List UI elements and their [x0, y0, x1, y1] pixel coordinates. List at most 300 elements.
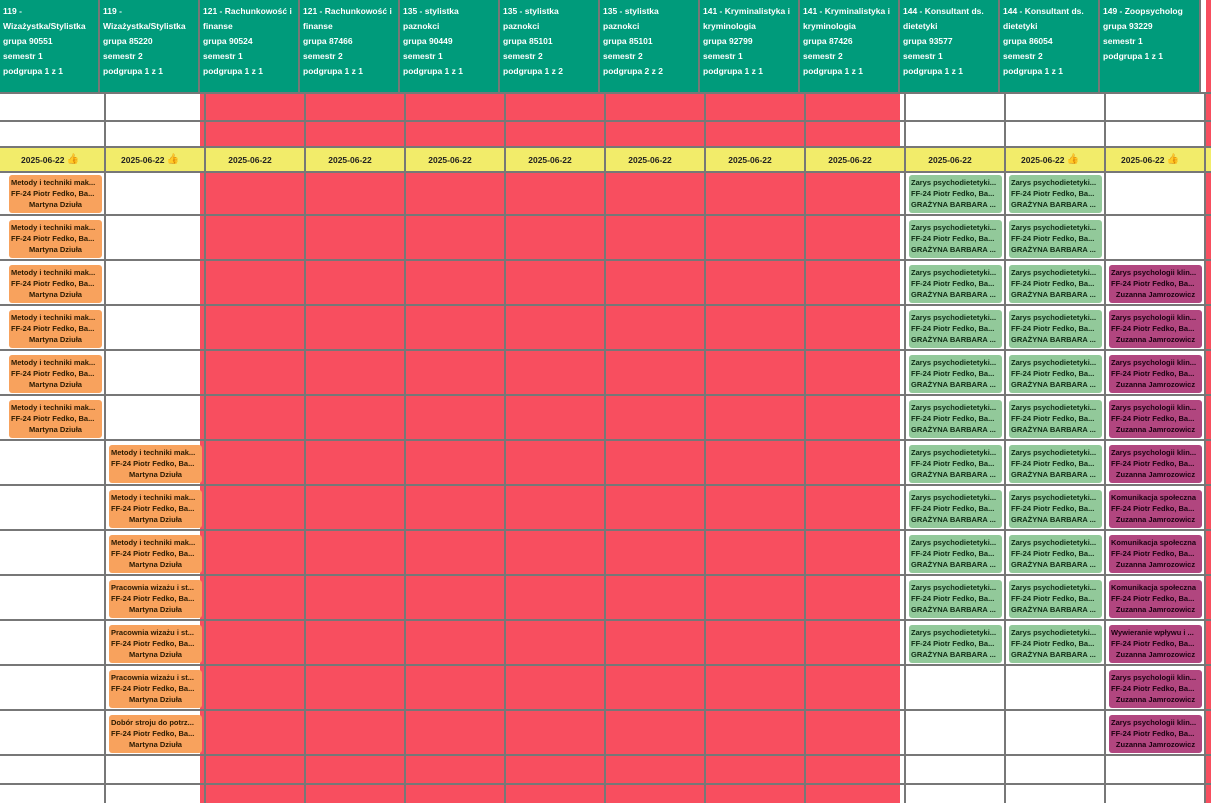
lesson-card[interactable]: [109, 535, 202, 573]
header-line: 119 -: [3, 6, 22, 16]
unavailable-block: [700, 92, 800, 803]
unavailable-block: [400, 92, 500, 803]
lesson-card[interactable]: [1009, 535, 1102, 573]
header-line: 135 - stylistka: [503, 6, 559, 16]
column-header[interactable]: [200, 0, 300, 92]
column-divider: [304, 92, 306, 803]
header-line: finanse: [203, 21, 233, 31]
lesson-title: Pracownia wizażu i st...: [111, 628, 194, 637]
column-divider: [904, 92, 906, 803]
lesson-title: Metody i techniki mak...: [111, 538, 196, 547]
lesson-card[interactable]: [9, 310, 102, 348]
header-line: Wizażystka/Stylistka: [103, 21, 186, 31]
lesson-title: Zarys psychodietetyki...: [911, 313, 997, 322]
lesson-room: FF-24 Piotr Fedko, Ba...: [111, 504, 195, 513]
header-line: 141 - Kryminalistyka i: [803, 6, 890, 16]
date-cell: [400, 148, 500, 171]
lesson-room: FF-24 Piotr Fedko, Ba...: [1011, 639, 1095, 648]
lesson-teacher: Zuzanna Jamrozowicz: [1115, 695, 1196, 704]
unavailable-block: [600, 92, 700, 803]
header-line: grupa 93229: [1103, 21, 1153, 31]
column-header[interactable]: [600, 0, 700, 92]
lesson-teacher: Zuzanna Jamrozowicz: [1115, 335, 1196, 344]
date-label: 2025-06-22: [728, 154, 772, 165]
header-line: podgrupa 1 z 1: [1103, 51, 1163, 61]
header-line: semestr 1: [1103, 36, 1143, 46]
lesson-room: FF-24 Piotr Fedko, Ba...: [1111, 504, 1195, 513]
lesson-teacher: GRAŻYNA BARBARA ...: [1011, 290, 1096, 299]
unavailable-block: [300, 92, 400, 803]
lesson-card[interactable]: [1109, 670, 1202, 708]
header-line: semestr 1: [403, 51, 443, 61]
lesson-title: Zarys psychodietetyki...: [911, 358, 997, 367]
thumbs-up-icon[interactable]: 👍: [166, 154, 179, 165]
header-line: podgrupa 1 z 2: [503, 66, 563, 76]
header-line: grupa 90449: [403, 36, 453, 46]
lesson-teacher: GRAŻYNA BARBARA ...: [911, 605, 996, 614]
lesson-room: FF-24 Piotr Fedko, Ba...: [911, 234, 995, 243]
lesson-teacher: Zuzanna Jamrozowicz: [1115, 560, 1196, 569]
lesson-title: Zarys psychodietetyki...: [1011, 538, 1097, 547]
column-header[interactable]: [800, 0, 900, 92]
date-cell: [700, 148, 800, 171]
lesson-card[interactable]: [909, 175, 1002, 213]
lesson-card[interactable]: [1109, 400, 1202, 438]
lesson-teacher: Martyna Dziuła: [29, 290, 82, 299]
date-cell: [300, 148, 400, 171]
header-line: grupa 93577: [903, 36, 953, 46]
header-line: podgrupa 1 z 1: [1003, 66, 1063, 76]
lesson-teacher: Martyna Dziuła: [29, 335, 82, 344]
header-line: semestr 2: [1003, 51, 1043, 61]
column-header[interactable]: [100, 0, 200, 92]
header-line: semestr 2: [803, 51, 843, 61]
lesson-title: Metody i techniki mak...: [111, 493, 196, 502]
lesson-teacher: Martyna Dziuła: [129, 605, 182, 614]
lesson-teacher: Martyna Dziuła: [129, 695, 182, 704]
thumbs-up-icon[interactable]: 👍: [1066, 154, 1079, 165]
lesson-room: FF-24 Piotr Fedko, Ba...: [1111, 414, 1195, 423]
lesson-title: Zarys psychodietetyki...: [1011, 628, 1097, 637]
lesson-card[interactable]: [909, 220, 1002, 258]
lesson-card[interactable]: [109, 490, 202, 528]
lesson-room: FF-24 Piotr Fedko, Ba...: [1111, 279, 1195, 288]
lesson-title: Zarys psychodietetyki...: [911, 493, 997, 502]
lesson-title: Zarys psychodietetyki...: [911, 448, 997, 457]
lesson-teacher: Martyna Dziuła: [129, 515, 182, 524]
header-line: semestr 1: [203, 51, 243, 61]
header-line: grupa 90524: [203, 36, 253, 46]
lesson-card[interactable]: [909, 445, 1002, 483]
lesson-card[interactable]: [909, 265, 1002, 303]
lesson-title: Zarys psychodietetyki...: [911, 268, 997, 277]
lesson-teacher: GRAŻYNA BARBARA ...: [911, 560, 996, 569]
header-line: podgrupa 1 z 1: [3, 66, 63, 76]
lesson-room: FF-24 Piotr Fedko, Ba...: [911, 324, 995, 333]
lesson-title: Zarys psychodietetyki...: [1011, 448, 1097, 457]
column-divider: [1204, 92, 1206, 803]
lesson-room: FF-24 Piotr Fedko, Ba...: [111, 594, 195, 603]
date-cell: [100, 148, 200, 171]
date-cell: [800, 148, 900, 171]
lesson-title: Zarys psychodietetyki...: [1011, 358, 1097, 367]
header-line: Wizażystka/Stylistka: [3, 21, 86, 31]
lesson-title: Zarys psychodietetyki...: [1011, 493, 1097, 502]
header-line: podgrupa 1 z 1: [803, 66, 863, 76]
lesson-room: FF-24 Piotr Fedko, Ba...: [911, 459, 995, 468]
header-line: 121 - Rachunkowość i: [203, 6, 292, 16]
lesson-teacher: GRAŻYNA BARBARA ...: [1011, 200, 1096, 209]
lesson-title: Pracownia wizażu i st...: [111, 583, 194, 592]
column-divider: [1004, 92, 1006, 803]
header-line: grupa 85101: [503, 36, 553, 46]
lesson-teacher: GRAŻYNA BARBARA ...: [1011, 380, 1096, 389]
header-line: podgrupa 1 z 1: [303, 66, 363, 76]
lesson-room: FF-24 Piotr Fedko, Ba...: [111, 459, 195, 468]
header-line: semestr 2: [303, 51, 343, 61]
lesson-card[interactable]: [909, 625, 1002, 663]
header-line: 144 - Konsultant ds.: [903, 6, 984, 16]
header-line: grupa 85220: [103, 36, 153, 46]
column-divider: [404, 92, 406, 803]
lesson-card[interactable]: [1109, 715, 1202, 753]
date-cell: [200, 148, 300, 171]
lesson-title: Zarys psychologii klin...: [1111, 718, 1197, 727]
lesson-card[interactable]: [909, 490, 1002, 528]
lesson-card[interactable]: [9, 265, 102, 303]
lesson-card[interactable]: [109, 445, 202, 483]
lesson-room: FF-24 Piotr Fedko, Ba...: [1011, 234, 1095, 243]
header-line: paznokci: [603, 21, 640, 31]
lesson-card[interactable]: [1109, 625, 1202, 663]
lesson-room: FF-24 Piotr Fedko, Ba...: [1011, 549, 1095, 558]
date-label: 2025-06-22: [1121, 154, 1165, 165]
lesson-title: Zarys psychodietetyki...: [1011, 178, 1097, 187]
lesson-card[interactable]: [1009, 580, 1102, 618]
column-header[interactable]: [700, 0, 800, 92]
lesson-card[interactable]: [9, 220, 102, 258]
lesson-title: Zarys psychodietetyki...: [1011, 583, 1097, 592]
lesson-teacher: GRAŻYNA BARBARA ...: [911, 650, 996, 659]
column-header[interactable]: [900, 0, 1000, 92]
lesson-title: Zarys psychologii klin...: [1111, 448, 1197, 457]
lesson-room: FF-24 Piotr Fedko, Ba...: [911, 549, 995, 558]
lesson-teacher: Martyna Dziuła: [29, 245, 82, 254]
unavailable-block: [500, 92, 600, 803]
lesson-title: Metody i techniki mak...: [11, 313, 96, 322]
lesson-teacher: GRAŻYNA BARBARA ...: [1011, 560, 1096, 569]
lesson-card[interactable]: [9, 355, 102, 393]
date-cell: [600, 148, 700, 171]
lesson-teacher: Zuzanna Jamrozowicz: [1115, 740, 1196, 749]
date-label: 2025-06-22: [21, 154, 65, 165]
lesson-card[interactable]: [109, 580, 202, 618]
lesson-teacher: Zuzanna Jamrozowicz: [1115, 380, 1196, 389]
header-line: podgrupa 1 z 1: [903, 66, 963, 76]
lesson-card[interactable]: [1109, 310, 1202, 348]
column-divider: [104, 92, 106, 803]
lesson-teacher: GRAŻYNA BARBARA ...: [1011, 425, 1096, 434]
lesson-card[interactable]: [1009, 400, 1102, 438]
lesson-room: FF-24 Piotr Fedko, Ba...: [1111, 549, 1195, 558]
lesson-card[interactable]: [909, 355, 1002, 393]
lesson-room: FF-24 Piotr Fedko, Ba...: [911, 279, 995, 288]
date-label: 2025-06-22: [928, 154, 972, 165]
lesson-teacher: Martyna Dziuła: [29, 200, 82, 209]
lesson-title: Zarys psychologii klin...: [1111, 673, 1197, 682]
column-divider: [804, 92, 806, 803]
lesson-room: FF-24 Piotr Fedko, Ba...: [11, 234, 95, 243]
header-line: 141 - Kryminalistyka i: [703, 6, 790, 16]
lesson-room: FF-24 Piotr Fedko, Ba...: [1111, 459, 1195, 468]
lesson-teacher: GRAŻYNA BARBARA ...: [911, 425, 996, 434]
lesson-card[interactable]: [909, 400, 1002, 438]
header-line: podgrupa 1 z 1: [203, 66, 263, 76]
lesson-teacher: GRAŻYNA BARBARA ...: [911, 515, 996, 524]
lesson-room: FF-24 Piotr Fedko, Ba...: [1011, 324, 1095, 333]
lesson-card[interactable]: [109, 715, 202, 753]
lesson-room: FF-24 Piotr Fedko, Ba...: [1111, 684, 1195, 693]
lesson-card[interactable]: [1009, 445, 1102, 483]
lesson-teacher: Martyna Dziuła: [29, 425, 82, 434]
header-line: grupa 87426: [803, 36, 853, 46]
header-line: paznokci: [503, 21, 540, 31]
lesson-title: Zarys psychodietetyki...: [911, 538, 997, 547]
lesson-title: Zarys psychologii klin...: [1111, 268, 1197, 277]
lesson-title: Metody i techniki mak...: [11, 178, 96, 187]
column-header[interactable]: [500, 0, 600, 92]
lesson-teacher: GRAŻYNA BARBARA ...: [911, 200, 996, 209]
lesson-room: FF-24 Piotr Fedko, Ba...: [1011, 369, 1095, 378]
lesson-room: FF-24 Piotr Fedko, Ba...: [11, 369, 95, 378]
lesson-title: Metody i techniki mak...: [11, 268, 96, 277]
lesson-room: FF-24 Piotr Fedko, Ba...: [11, 324, 95, 333]
lesson-room: FF-24 Piotr Fedko, Ba...: [911, 594, 995, 603]
lesson-card[interactable]: [1109, 580, 1202, 618]
column-divider: [704, 92, 706, 803]
lesson-room: FF-24 Piotr Fedko, Ba...: [11, 279, 95, 288]
header-line: kryminologia: [803, 21, 856, 31]
header-line: grupa 92799: [703, 36, 753, 46]
column-divider: [204, 92, 206, 803]
lesson-teacher: Martyna Dziuła: [129, 650, 182, 659]
lesson-teacher: GRAŻYNA BARBARA ...: [1011, 335, 1096, 344]
header-line: kryminologia: [703, 21, 756, 31]
thumbs-up-icon[interactable]: 👍: [66, 154, 79, 165]
column-header[interactable]: [1100, 0, 1201, 92]
lesson-teacher: GRAŻYNA BARBARA ...: [911, 245, 996, 254]
lesson-card[interactable]: [1109, 535, 1202, 573]
header-line: semestr 2: [603, 51, 643, 61]
lesson-card[interactable]: [109, 625, 202, 663]
lesson-title: Zarys psychologii klin...: [1111, 358, 1197, 367]
lesson-teacher: Zuzanna Jamrozowicz: [1115, 425, 1196, 434]
thumbs-up-icon[interactable]: 👍: [1166, 154, 1179, 165]
header-line: grupa 85101: [603, 36, 653, 46]
column-divider: [504, 92, 506, 803]
header-line: podgrupa 1 z 1: [103, 66, 163, 76]
date-label: 2025-06-22: [228, 154, 272, 165]
lesson-room: FF-24 Piotr Fedko, Ba...: [1011, 459, 1095, 468]
lesson-room: FF-24 Piotr Fedko, Ba...: [111, 729, 195, 738]
header-line: semestr 1: [3, 51, 43, 61]
date-label: 2025-06-22: [528, 154, 572, 165]
lesson-title: Zarys psychologii klin...: [1111, 403, 1197, 412]
lesson-room: FF-24 Piotr Fedko, Ba...: [1011, 279, 1095, 288]
header-line: 144 - Konsultant ds.: [1003, 6, 1084, 16]
lesson-title: Pracownia wizażu i st...: [111, 673, 194, 682]
lesson-room: FF-24 Piotr Fedko, Ba...: [911, 504, 995, 513]
date-label: 2025-06-22: [1021, 154, 1065, 165]
lesson-card[interactable]: [1009, 265, 1102, 303]
lesson-title: Zarys psychodietetyki...: [1011, 403, 1097, 412]
lesson-teacher: GRAŻYNA BARBARA ...: [1011, 650, 1096, 659]
lesson-room: FF-24 Piotr Fedko, Ba...: [1111, 729, 1195, 738]
lesson-teacher: Zuzanna Jamrozowicz: [1115, 470, 1196, 479]
lesson-card[interactable]: [1109, 445, 1202, 483]
lesson-teacher: Zuzanna Jamrozowicz: [1115, 515, 1196, 524]
lesson-room: FF-24 Piotr Fedko, Ba...: [1111, 594, 1195, 603]
lesson-card[interactable]: [909, 580, 1002, 618]
column-header[interactable]: [0, 0, 100, 92]
lesson-card[interactable]: [909, 310, 1002, 348]
lesson-room: FF-24 Piotr Fedko, Ba...: [1011, 189, 1095, 198]
lesson-title: Zarys psychodietetyki...: [911, 403, 997, 412]
lesson-teacher: Zuzanna Jamrozowicz: [1115, 650, 1196, 659]
lesson-card[interactable]: [1009, 490, 1102, 528]
lesson-room: FF-24 Piotr Fedko, Ba...: [11, 189, 95, 198]
date-cell: [500, 148, 600, 171]
header-line: podgrupa 1 z 1: [703, 66, 763, 76]
lesson-card[interactable]: [1009, 625, 1102, 663]
lesson-card[interactable]: [1109, 265, 1202, 303]
lesson-room: FF-24 Piotr Fedko, Ba...: [911, 369, 995, 378]
lesson-card[interactable]: [1109, 355, 1202, 393]
lesson-title: Zarys psychodietetyki...: [1011, 313, 1097, 322]
date-cell: [900, 148, 1000, 171]
header-line: dietetyki: [903, 21, 938, 31]
header-line: 121 - Rachunkowość i: [303, 6, 392, 16]
lesson-card[interactable]: [909, 535, 1002, 573]
column-header[interactable]: [300, 0, 400, 92]
header-line: grupa 87466: [303, 36, 353, 46]
lesson-room: FF-24 Piotr Fedko, Ba...: [11, 414, 95, 423]
header-line: grupa 90551: [3, 36, 53, 46]
column-header[interactable]: [1000, 0, 1100, 92]
lesson-title: Zarys psychodietetyki...: [911, 628, 997, 637]
unavailable-block: [200, 92, 300, 803]
column-header[interactable]: [400, 0, 500, 92]
lesson-title: Zarys psychodietetyki...: [911, 583, 997, 592]
lesson-title: Zarys psychodietetyki...: [1011, 268, 1097, 277]
lesson-teacher: Zuzanna Jamrozowicz: [1115, 290, 1196, 299]
lesson-title: Metody i techniki mak...: [11, 223, 96, 232]
lesson-card[interactable]: [1009, 175, 1102, 213]
date-label: 2025-06-22: [428, 154, 472, 165]
lesson-room: FF-24 Piotr Fedko, Ba...: [911, 639, 995, 648]
lesson-teacher: GRAŻYNA BARBARA ...: [911, 380, 996, 389]
header-line: grupa 86054: [1003, 36, 1053, 46]
header-line: semestr 2: [503, 51, 543, 61]
lesson-teacher: Martyna Dziuła: [129, 470, 182, 479]
lesson-teacher: Martyna Dziuła: [129, 740, 182, 749]
lesson-title: Metody i techniki mak...: [111, 448, 196, 457]
lesson-card[interactable]: [9, 175, 102, 213]
lesson-card[interactable]: [1009, 310, 1102, 348]
lesson-teacher: Zuzanna Jamrozowicz: [1115, 605, 1196, 614]
header-line: finanse: [303, 21, 333, 31]
lesson-teacher: GRAŻYNA BARBARA ...: [911, 335, 996, 344]
header-line: podgrupa 2 z 2: [603, 66, 663, 76]
lesson-room: FF-24 Piotr Fedko, Ba...: [111, 639, 195, 648]
date-cell: [1000, 148, 1100, 171]
header-line: semestr 2: [103, 51, 143, 61]
lesson-card[interactable]: [1109, 490, 1202, 528]
lesson-title: Komunikacja społeczna: [1111, 493, 1197, 502]
lesson-room: FF-24 Piotr Fedko, Ba...: [1111, 639, 1195, 648]
lesson-room: FF-24 Piotr Fedko, Ba...: [1011, 414, 1095, 423]
lesson-teacher: GRAŻYNA BARBARA ...: [1011, 515, 1096, 524]
date-label: 2025-06-22: [121, 154, 165, 165]
header-line: 135 - stylistka: [603, 6, 659, 16]
lesson-card[interactable]: [1009, 355, 1102, 393]
lesson-room: FF-24 Piotr Fedko, Ba...: [1011, 594, 1095, 603]
lesson-teacher: Martyna Dziuła: [29, 380, 82, 389]
lesson-card[interactable]: [9, 400, 102, 438]
date-cell: [1100, 148, 1200, 171]
lesson-room: FF-24 Piotr Fedko, Ba...: [1111, 324, 1195, 333]
column-divider: [604, 92, 606, 803]
lesson-teacher: Martyna Dziuła: [129, 560, 182, 569]
lesson-title: Dobór stroju do potrz...: [111, 718, 194, 727]
lesson-title: Zarys psychologii klin...: [1111, 313, 1197, 322]
header-line: semestr 1: [703, 51, 743, 61]
column-divider: [1104, 92, 1106, 803]
date-label: 2025-06-22: [828, 154, 872, 165]
lesson-room: FF-24 Piotr Fedko, Ba...: [111, 549, 195, 558]
lesson-teacher: GRAŻYNA BARBARA ...: [911, 470, 996, 479]
lesson-teacher: GRAŻYNA BARBARA ...: [1011, 470, 1096, 479]
lesson-title: Wywieranie wpływu i ...: [1111, 628, 1194, 637]
lesson-title: Metody i techniki mak...: [11, 403, 96, 412]
date-label: 2025-06-22: [328, 154, 372, 165]
header-line: 135 - stylistka: [403, 6, 459, 16]
lesson-room: FF-24 Piotr Fedko, Ba...: [111, 684, 195, 693]
header-line: paznokci: [403, 21, 440, 31]
header-line: dietetyki: [1003, 21, 1038, 31]
lesson-room: FF-24 Piotr Fedko, Ba...: [1011, 504, 1095, 513]
lesson-room: FF-24 Piotr Fedko, Ba...: [911, 189, 995, 198]
lesson-title: Zarys psychodietetyki...: [1011, 223, 1097, 232]
lesson-card[interactable]: [1009, 220, 1102, 258]
date-label: 2025-06-22: [628, 154, 672, 165]
lesson-title: Metody i techniki mak...: [11, 358, 96, 367]
header-line: podgrupa 1 z 1: [403, 66, 463, 76]
lesson-title: Zarys psychodietetyki...: [911, 223, 997, 232]
header-line: semestr 1: [903, 51, 943, 61]
lesson-teacher: GRAŻYNA BARBARA ...: [911, 290, 996, 299]
header-line: 149 - Zoopsycholog: [1103, 6, 1183, 16]
lesson-title: Komunikacja społeczna: [1111, 538, 1197, 547]
lesson-teacher: GRAŻYNA BARBARA ...: [1011, 245, 1096, 254]
lesson-title: Zarys psychodietetyki...: [911, 178, 997, 187]
lesson-room: FF-24 Piotr Fedko, Ba...: [911, 414, 995, 423]
lesson-card[interactable]: [109, 670, 202, 708]
unavailable-block: [800, 92, 900, 803]
header-line: 119 -: [103, 6, 122, 16]
lesson-room: FF-24 Piotr Fedko, Ba...: [1111, 369, 1195, 378]
lesson-teacher: GRAŻYNA BARBARA ...: [1011, 605, 1096, 614]
